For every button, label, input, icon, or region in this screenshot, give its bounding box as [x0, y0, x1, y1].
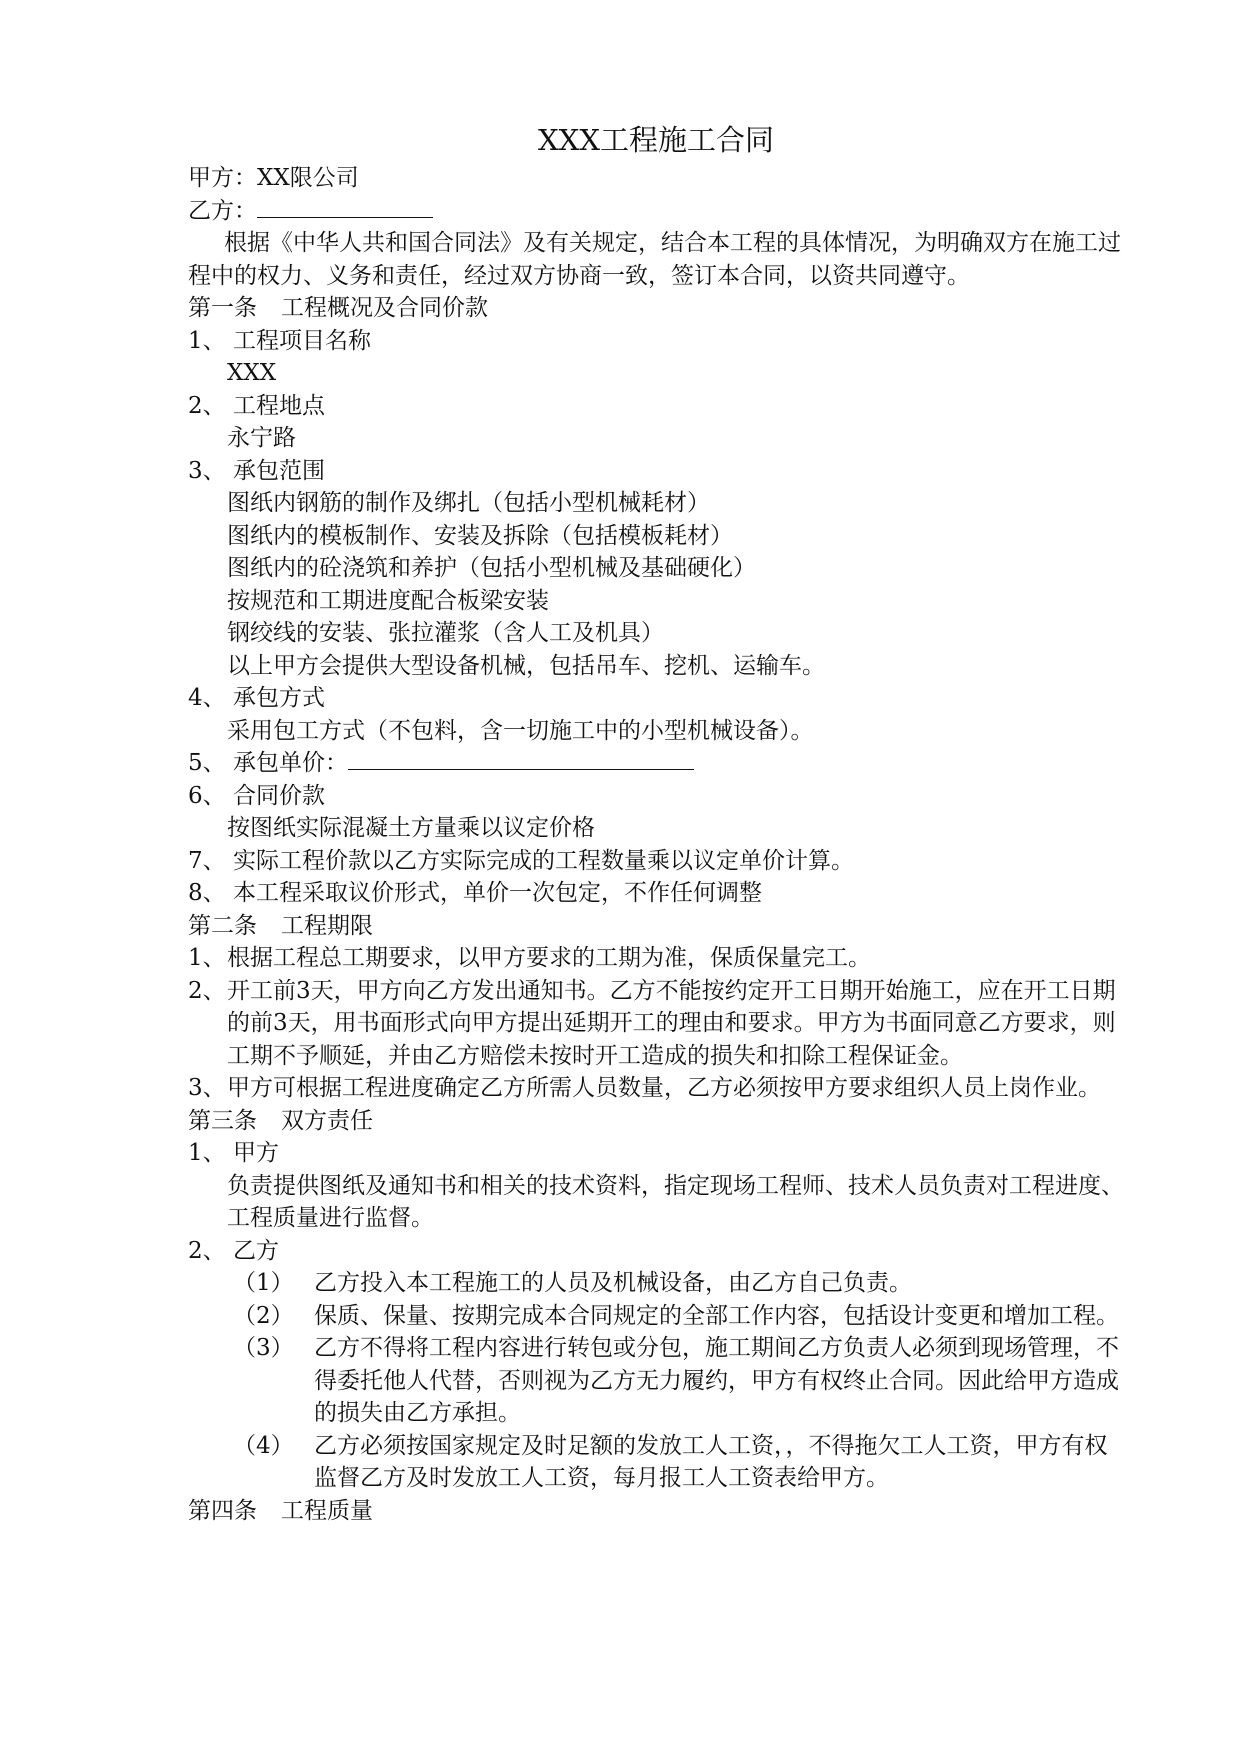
sub-item-text: 乙方不得将工程内容进行转包或分包，施工期间乙方负责人必须到现场管理，不得委托他人代替，否则视为乙方无力履约，甲方有权终止合同。因此给甲方造成的损失由乙方承担。 [314, 1335, 1119, 1426]
article-2-heading [188, 910, 1124, 943]
article-3-heading [188, 1105, 1124, 1138]
item-number: 2、 [188, 392, 226, 419]
article-1-item-8 [188, 877, 1124, 910]
party-b-line [188, 195, 1124, 228]
party-a-line: 甲方：XX限公司 [188, 165, 359, 191]
article-1-item-1 [188, 325, 1124, 358]
item-number: 1、 [188, 945, 226, 971]
article-2-item-1 [188, 942, 1124, 975]
article-1-number: 第一条 [188, 295, 257, 321]
article-1-item-3 [188, 455, 1124, 488]
party-a-duty-text: 负责提供图纸及通知书和相关的技术资料，指定现场工程师、技术人员负责对工程进度、工程质量进行监督。 [227, 1172, 1124, 1231]
unit-price-blank [348, 747, 694, 770]
scope-line: 以上甲方会提供大型设备机械，包括吊车、挖机、运输车。 [227, 652, 825, 679]
item-label: 合同价款 [233, 782, 325, 809]
article-1-item-7 [188, 845, 1124, 878]
item-number: 3、 [188, 1075, 226, 1101]
item-label: 工程地点 [233, 392, 325, 419]
sub-item-text: 乙方投入本工程施工的人员及机械设备，由乙方自己负责。 [314, 1270, 912, 1296]
item-text: 甲方可根据工程进度确定乙方所需人员数量，乙方必须按甲方要求组织人员上岗作业。 [227, 1075, 1101, 1101]
party-b-duty-3 [188, 1332, 1124, 1430]
sub-item-number: （2） [233, 1302, 294, 1329]
party-b-duty-2 [188, 1300, 1124, 1333]
item-number: 5、 [188, 750, 226, 776]
item-number: 4、 [188, 685, 226, 711]
article-4-title: 工程质量 [281, 1497, 373, 1524]
article-2-item-2 [188, 975, 1124, 1073]
item-label: 甲方 [233, 1140, 279, 1166]
article-3-party-a [188, 1137, 1124, 1170]
party-b-duty-1 [188, 1267, 1124, 1300]
item-number: 7、 [188, 847, 226, 874]
item-text: 开工前3天，甲方向乙方发出通知书。乙方不能按约定开工日期开始施工，应在开工日期的前3天，用书面形式向甲方提出延期开工的理由和要求。甲方为书面同意乙方要求，则工期不予顺延，并由乙方赔偿未按时开工造成的损失和扣除工程保证金。 [227, 977, 1116, 1069]
party-b-blank [257, 195, 433, 218]
sub-item-number: （4） [233, 1432, 294, 1459]
scope-line: 图纸内的模板制作、安装及拆除（包括模板耗材） [227, 522, 733, 549]
scope-line: 图纸内钢筋的制作及绑扎（包括小型机械耗材） [227, 490, 710, 516]
project-name-value: XXX [227, 360, 277, 386]
article-2-title: 工程期限 [281, 912, 373, 939]
sub-item-number: （1） [233, 1270, 294, 1296]
document-title: XXX工程施工合同 [538, 123, 774, 157]
sub-item-text: 保质、保量、按期完成本合同规定的全部工作内容，包括设计变更和增加工程。 [314, 1302, 1119, 1329]
scope-line: 图纸内的砼浇筑和养护（包括小型机械及基础硬化） [227, 555, 756, 581]
item-text: 本工程采取议价形式，单价一次包定，不作任何调整 [233, 880, 762, 906]
article-1-heading [188, 292, 1124, 325]
party-b-label: 乙方： [188, 197, 257, 224]
item-number: 2、 [188, 1237, 226, 1264]
scope-line: 按规范和工期进度配合板梁安装 [227, 587, 549, 614]
article-1-item-2 [188, 390, 1124, 423]
item-number: 3、 [188, 457, 226, 484]
article-2-item-3 [188, 1072, 1124, 1105]
item-number: 1、 [188, 327, 226, 354]
item-label: 承包范围 [233, 457, 325, 484]
item-label: 工程项目名称 [233, 327, 371, 354]
contract-body [188, 118, 1124, 1527]
article-1-item-4 [188, 682, 1124, 715]
article-3-number: 第三条 [188, 1107, 257, 1134]
article-1-item-6 [188, 780, 1124, 813]
item-label: 承包方式 [233, 685, 325, 711]
item-label: 乙方 [233, 1237, 279, 1264]
intro-paragraph: 根据《中华人共和国合同法》及有关规定，结合本工程的具体情况，为明确双方在施工过程中的权力、义务和责任，经过双方协商一致，签订本合同，以资共同遵守。 [188, 230, 1121, 289]
article-1-item-5 [188, 747, 1124, 780]
article-4-number: 第四条 [188, 1497, 257, 1524]
contract-price-value: 按图纸实际混凝土方量乘以议定价格 [227, 815, 595, 841]
item-number: 6、 [188, 782, 226, 809]
article-4-heading [188, 1495, 1124, 1528]
item-number: 8、 [188, 880, 226, 906]
article-3-title: 双方责任 [281, 1107, 373, 1134]
article-1-title: 工程概况及合同价款 [281, 295, 488, 321]
article-2-number: 第二条 [188, 912, 257, 939]
contract-method-value: 采用包工方式（不包料，含一切施工中的小型机械设备）。 [227, 717, 814, 744]
sub-item-text: 乙方必须按国家规定及时足额的发放工人工资，，不得拖欠工人工资，甲方有权监督乙方及时发放工人工资，每月报工人工资表给甲方。 [314, 1432, 1108, 1491]
sub-item-number: （3） [233, 1335, 294, 1361]
scope-line: 钢绞线的安装、张拉灌浆（含人工及机具） [227, 620, 664, 646]
party-b-duty-4 [188, 1430, 1124, 1495]
item-label: 承包单价： [233, 750, 348, 776]
item-text: 实际工程价款以乙方实际完成的工程数量乘以议定单价计算。 [233, 847, 854, 874]
item-number: 2、 [188, 977, 226, 1004]
project-location-value: 永宁路 [227, 425, 296, 451]
item-number: 1、 [188, 1140, 226, 1166]
item-text: 根据工程总工期要求，以甲方要求的工期为准，保质保量完工。 [227, 945, 871, 971]
article-3-party-b [188, 1235, 1124, 1268]
